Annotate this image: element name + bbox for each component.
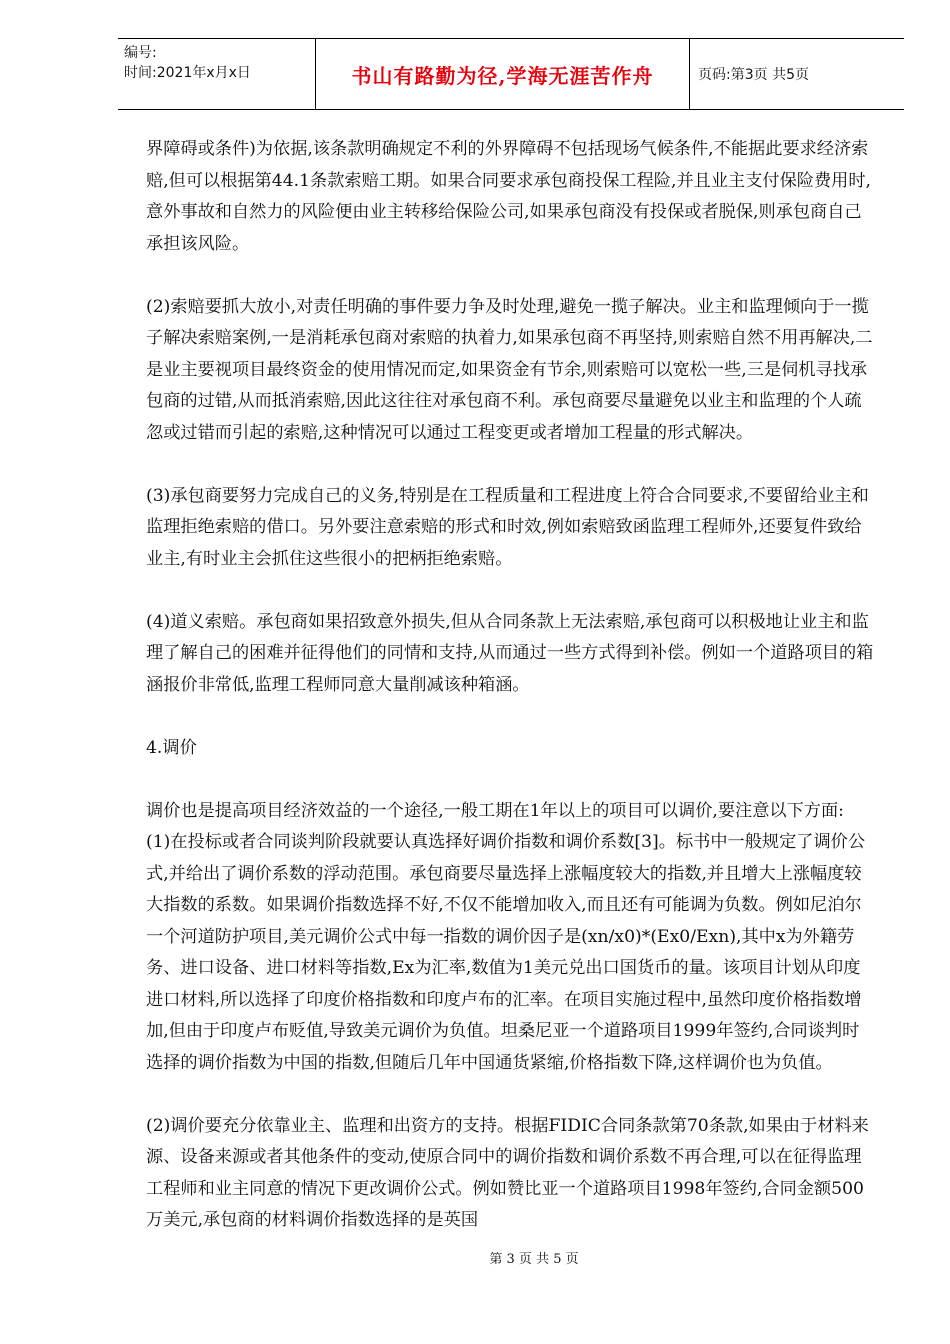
- paragraph-6: (1)在投标或者合同谈判阶段就要认真选择好调价指数和调价系数[3]。标书中一般规定了调价公式,并给出了调价系数的浮动范围。承包商要尽量选择上涨幅度较大的指数,并且增大上涨幅度较大指数的系数。如果调价指数选择不好,不仅不能增加收入,而且还有可能调为负数。例如尼泊尔一个河道防护项目,美元调价公式中每一指数的调价因子是(xn/x0)*(Ex0/Exn),其中x为外籍劳务、进口设备、进口材料等指数,Ex为汇率,数值为1美元兑出口国货币的量。该项目计划从印度进口材料,所以选择了印度价格指数和印度卢布的汇率。在项目实施过程中,虽然印度价格指数增加,但由于印度卢布贬值,导致美元调价为负值。坦桑尼亚一个道路项目1999年签约,合同谈判时选择的调价指数为中国的指数,但随后几年中国通货紧缩,价格指数下降,这样调价也为负值。: [146, 832, 866, 1073]
- paragraph-1: 界障碍或条件)为依据,该条款明确规定不利的外界障碍不包括现场气候条件,不能据此要求经济索赔,但可以根据第44.1条款索赔工期。如果合同要求承包商投保工程险,并且业主支付保险费用时,意外事故和自然力的风险便由业主转移给保险公司,如果承包商没有投保或者脱保,则承包商自己承担该风险。: [146, 139, 871, 254]
- page-footer: 第 3 页 共 5 页: [489, 1252, 579, 1267]
- document-time-label: 时间:2021年x月x日: [124, 65, 251, 81]
- document-number-label: 编号:: [124, 45, 157, 61]
- paragraph-4: (4)道义索赔。承包商如果招致意外损失,但从合同条款上无法索赔,承包商可以积极地让业主和监理了解自己的困难并征得他们的同情和支持,从而通过一些方式得到补偿。例如一个道路项目的箱涵报价非常低,监理工程师同意大量削减该种箱涵。: [146, 611, 874, 695]
- header-page-label: 页码:第3页 共5页: [698, 67, 809, 83]
- paragraph-3: (3)承包商要努力完成自己的义务,特别是在工程质量和工程进度上符合合同要求,不要留给业主和监理拒绝索赔的借口。另外要注意索赔的形式和时效,例如索赔致函监理工程师外,还要复件致给业主,有时业主会抓住这些很小的把柄拒绝索赔。: [146, 485, 869, 569]
- paragraph-7: (2)调价要充分依靠业主、监理和出资方的支持。根据FIDIC合同条款第70条款,如果由于材料来源、设备来源或者其他条件的变动,使原合同中的调价指数和调价系数不再合理,可以在征得监理工程师和业主同意的情况下更改调价公式。例如赞比亚一个道路项目1998年签约,合同金额500万美元,承包商的材料调价指数选择的是英国: [146, 1115, 869, 1230]
- page-header: [118, 38, 904, 110]
- section-heading: 4.调价: [146, 737, 197, 758]
- header-meta: [118, 39, 316, 109]
- paragraph-2: (2)索赔要抓大放小,对责任明确的事件要力争及时处理,避免一揽子解决。业主和监理倾向于一揽子解决索赔案例,一是消耗承包商对索赔的执着力,如果承包商不再坚持,则索赔自然不用再解决,二是业主要视项目最终资金的使用情况而定,如果资金有节余,则索赔可以宽松一些,三是伺机寻找承包商的过错,从而抵消索赔,因此这往往对承包商不利。承包商要尽量避免以业主和监理的个人疏忽或过错而引起的索赔,这种情况可以通过工程变更或者增加工程量的形式解决。: [146, 296, 873, 443]
- document-body: [146, 134, 876, 1237]
- paragraph-5: 调价也是提高项目经济效益的一个途径,一般工期在1年以上的项目可以调价,要注意以下方面:: [146, 800, 844, 821]
- header-slogan: 书山有路勤为径,学海无涯苦作舟: [316, 39, 690, 109]
